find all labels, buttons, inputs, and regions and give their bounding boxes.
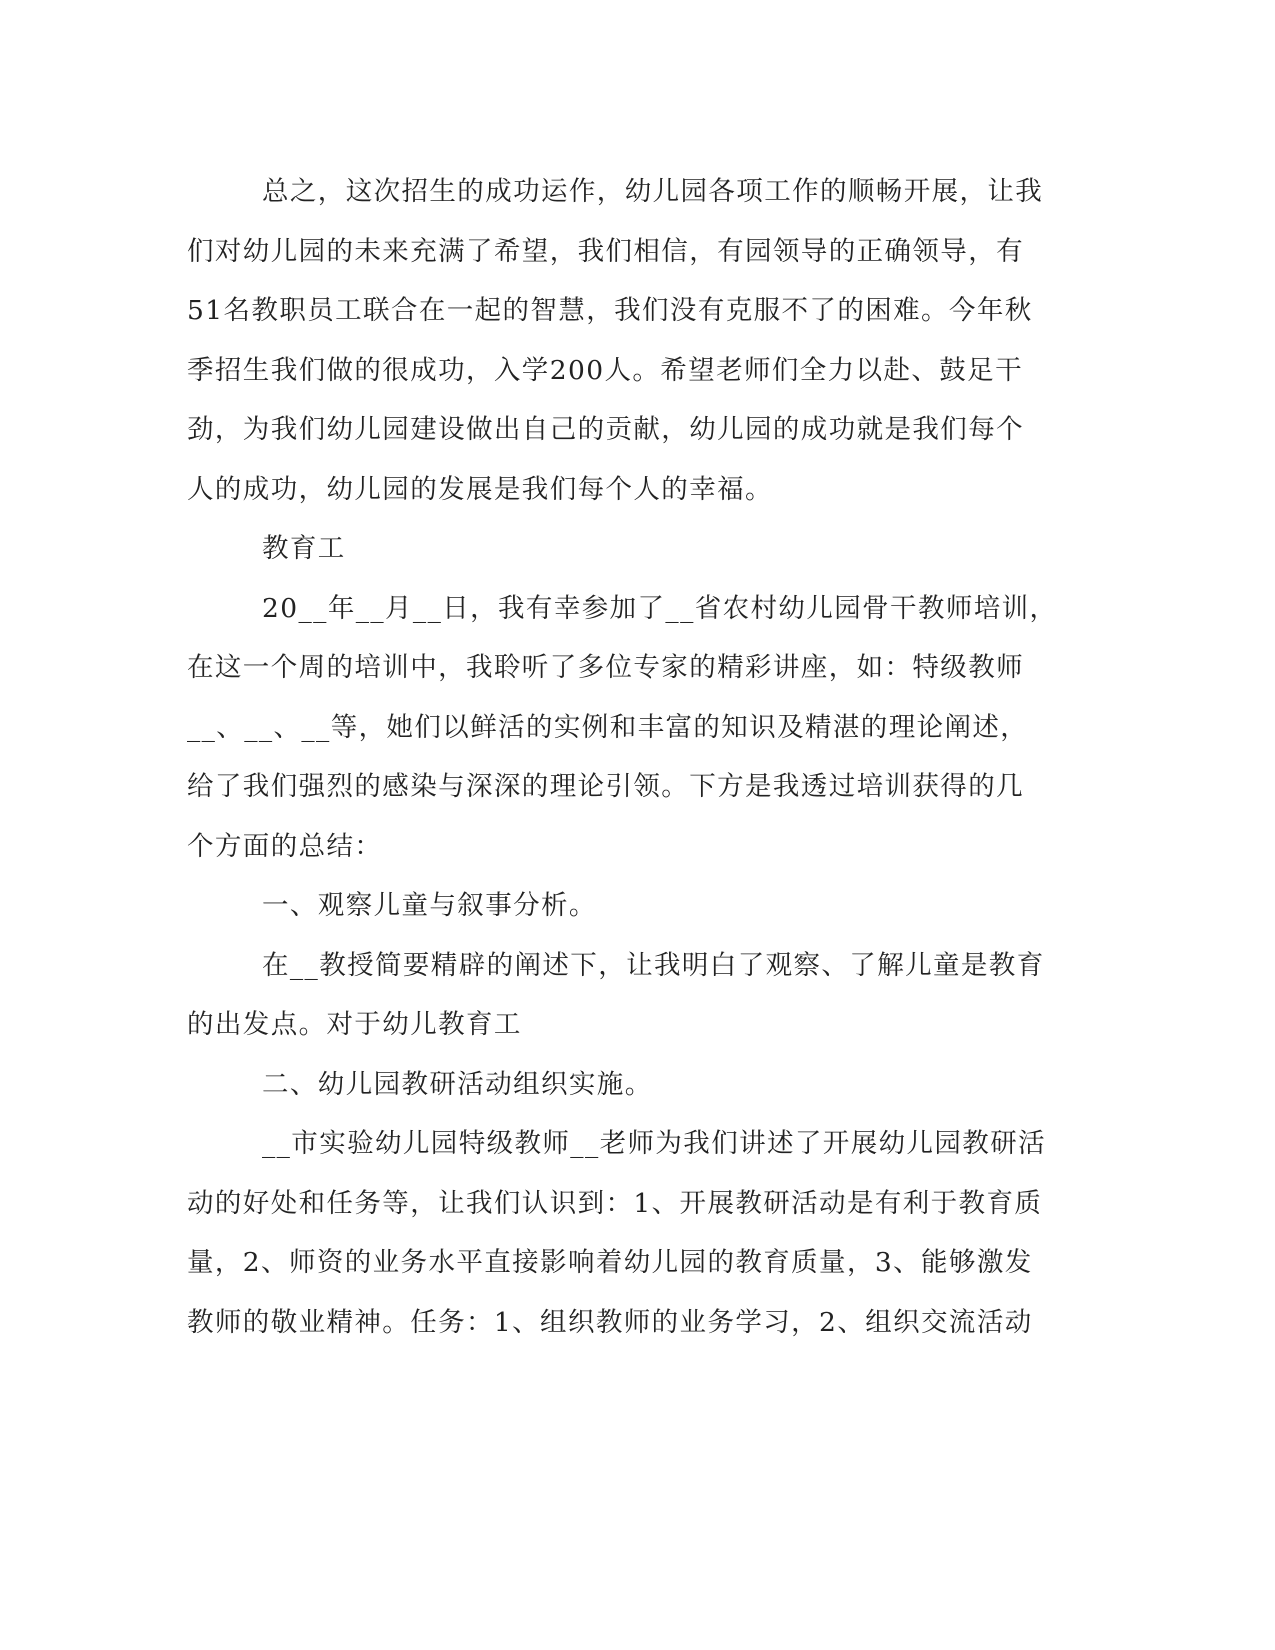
text-line: 的出发点。对于幼儿教育工 <box>187 1009 522 1040</box>
text-line: __市实验幼儿园特级教师__老师为我们讲述了开展幼儿园教研活 <box>262 1128 1046 1159</box>
text-line: 动的好处和任务等，让我们认识到：1、开展教研活动是有利于教育质 <box>187 1187 1043 1219</box>
section-heading: 二、幼儿园教研活动组织实施。 <box>262 1068 653 1100</box>
text-line: 人的成功，幼儿园的发展是我们每个人的幸福。 <box>187 473 773 505</box>
text-line: 们对幼儿园的未来充满了希望，我们相信，有园领导的正确领导，有 <box>187 235 1024 267</box>
text-line: 20__年__月__日，我有幸参加了__省农村幼儿园骨干教师培训， <box>262 592 1058 624</box>
text-line: __、__、__等，她们以鲜活的实例和丰富的知识及精湛的理论阐述， <box>187 711 1029 743</box>
section-heading: 一、观察儿童与叙事分析。 <box>262 890 597 921</box>
text-line: 教师的敬业精神。任务：1、组织教师的业务学习，2、组织交流活动 <box>187 1306 1033 1338</box>
text-line: 51名教职员工联合在一起的智慧，我们没有克服不了的困难。今年秋 <box>187 295 1033 326</box>
text-line: 在这一个周的培训中，我聆听了多位专家的精彩讲座，如：特级教师 <box>187 652 1024 683</box>
text-line: 量，2、师资的业务水平直接影响着幼儿园的教育质量，3、能够激发 <box>187 1247 1033 1278</box>
section-heading: 教育工 <box>262 533 346 564</box>
text-line: 在__教授简要精辟的阐述下，让我明白了观察、了解儿童是教育 <box>262 949 1045 981</box>
text-line: 个方面的总结： <box>187 830 383 862</box>
document-body <box>187 162 1087 1352</box>
text-line: 季招生我们做的很成功，入学200人。希望老师们全力以赴、鼓足干 <box>187 354 1023 386</box>
text-line: 劲，为我们幼儿园建设做出自己的贡献，幼儿园的成功就是我们每个 <box>187 414 1024 445</box>
text-line: 给了我们强烈的感染与深深的理论引领。下方是我透过培训获得的几 <box>187 771 1024 802</box>
text-line: 总之，这次招生的成功运作，幼儿园各项工作的顺畅开展，让我 <box>262 176 1044 207</box>
